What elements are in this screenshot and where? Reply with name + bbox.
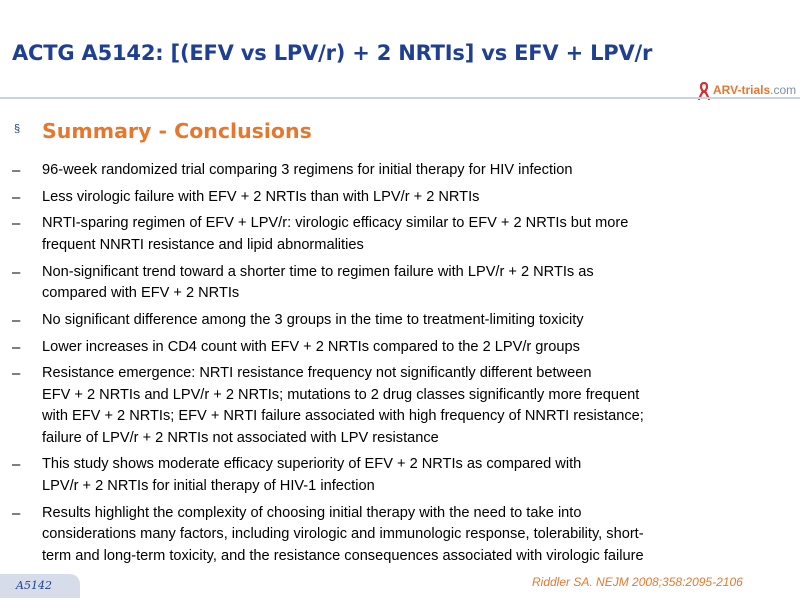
citation: Riddler SA. NEJM 2008;358:2095-2106 — [532, 575, 743, 589]
dash-bullet: – — [12, 188, 21, 206]
list-item-text: This study shows moderate efficacy superiority of EFV + 2 NRTIs as compared with — [42, 456, 582, 473]
dash-bullet: – — [12, 311, 21, 329]
list-item-text: No significant difference among the 3 groups in the time to treatment-limiting toxicity — [42, 311, 584, 328]
list-item-text: with EFV + 2 NRTIs; EFV + NRTI failure associated with high frequency of NNRTI resistance; — [42, 408, 644, 425]
list-item-text: Less virologic failure with EFV + 2 NRTIs than with LPV/r + 2 NRTIs — [42, 188, 480, 205]
list-item-text: EFV + 2 NRTIs and LPV/r + 2 NRTIs; mutations to 2 drug classes significantly more frequent — [42, 386, 640, 403]
list-item-text: frequent NNRTI resistance and lipid abnormalities — [42, 236, 364, 253]
list-item-text: LPV/r + 2 NRTIs for initial therapy of HIV-1 infection — [42, 477, 375, 494]
trial-badge — [0, 574, 80, 598]
dash-bullet: – — [12, 263, 21, 281]
dash-bullet: – — [12, 162, 21, 179]
logo-text: ARV-trials.com — [713, 83, 797, 97]
dash-bullet: – — [12, 365, 21, 383]
dash-bullet: – — [12, 215, 21, 233]
square-bullet-icon: § — [14, 123, 21, 135]
section-heading: Summary - Conclusions — [42, 119, 312, 143]
list-item-text: failure of LPV/r + 2 NRTIs not associated with LPV resistance — [42, 429, 439, 446]
trial-badge-label: A5142 — [16, 579, 52, 592]
list-item-text: Non-significant trend toward a shorter time to regimen failure with LPV/r + 2 NRTIs as — [42, 263, 594, 280]
list-item-text: compared with EFV + 2 NRTIs — [42, 285, 240, 302]
slide-title: ACTG A5142: [(EFV vs LPV/r) + 2 NRTIs] vs EFV + LPV/r — [12, 41, 653, 65]
dash-bullet: – — [12, 338, 21, 356]
list-item-text: 96-week randomized trial comparing 3 regimens for initial therapy for HIV infection — [42, 162, 573, 178]
list-item-text: term and long-term toxicity, and the resistance consequences associated with virologic failure — [42, 547, 644, 564]
list-item-text: NRTI-sparing regimen of EFV + LPV/r: virologic efficacy similar to EFV + 2 NRTIs but more — [42, 215, 629, 232]
title-divider — [0, 97, 800, 99]
list-item-text: considerations many factors, including virologic and immunologic response, tolerability, short- — [42, 526, 644, 543]
dash-bullet: – — [12, 504, 21, 522]
list-item-text: Results highlight the complexity of choosing initial therapy with the need to take into — [42, 504, 582, 521]
list-item-text: Resistance emergence: NRTI resistance frequency not significantly different between — [42, 365, 592, 382]
dash-bullet: – — [12, 456, 21, 474]
list-item-text: Lower increases in CD4 count with EFV + 2 NRTIs compared to the 2 LPV/r groups — [42, 338, 580, 355]
